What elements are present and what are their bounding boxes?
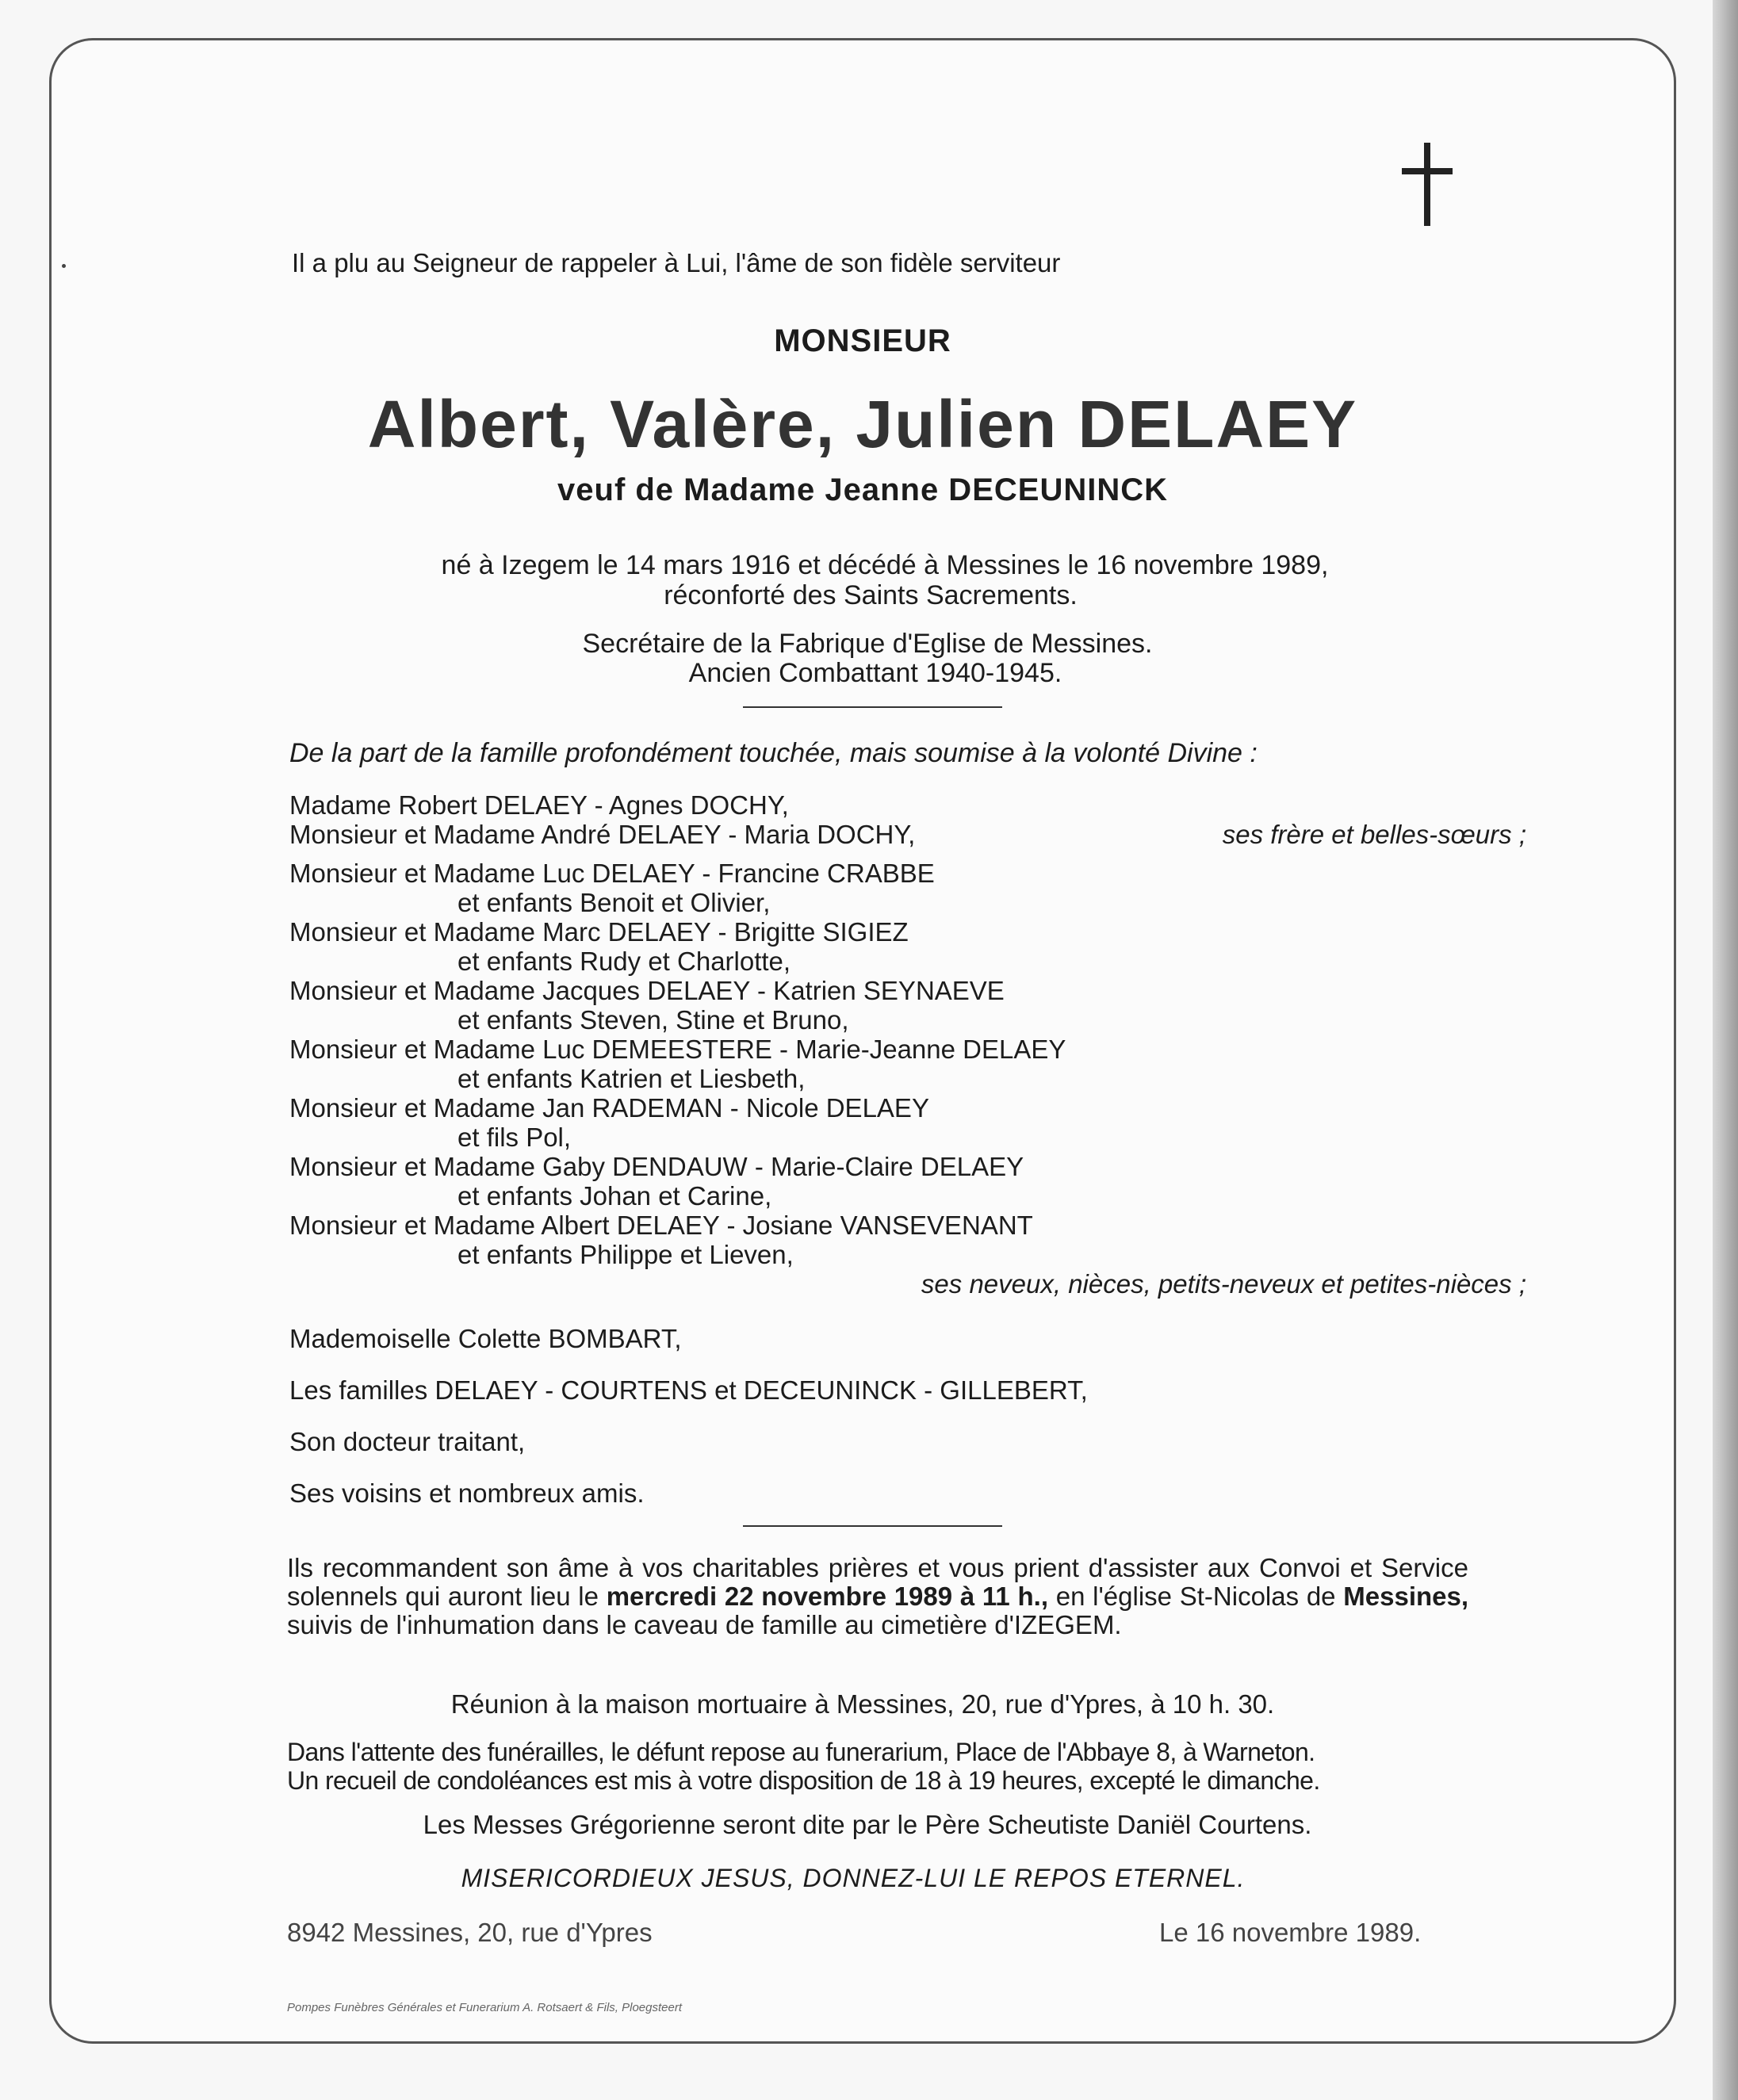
list-item: et enfants Steven, Stine et Bruno, xyxy=(457,1005,849,1035)
service-paragraph xyxy=(287,1554,1468,1639)
role-line: Secrétaire de la Fabrique d'Eglise de Messines. xyxy=(582,629,1153,659)
list-item: Monsieur et Madame Marc DELAEY - Brigitte SIGIEZ xyxy=(289,917,909,947)
list-item: Monsieur et Madame Albert DELAEY - Josiane VANSEVENANT xyxy=(289,1211,1033,1240)
list-item: Son docteur traitant, xyxy=(289,1427,526,1456)
siblings-relation: ses frère et belles-sœurs ; xyxy=(1222,820,1526,849)
divider xyxy=(743,1525,1002,1527)
list-item: Mademoiselle Colette BOMBART, xyxy=(289,1324,682,1353)
nephews-relation: ses neveux, nièces, petits-neveux et petites-nièces ; xyxy=(921,1269,1526,1299)
list-item: et fils Pol, xyxy=(457,1123,572,1152)
service-text: Ils recommandent son âme à vos charitables prières et vous prient d'assister aux Convoi et Service solennels qui auront lieu le xyxy=(287,1553,1468,1611)
printer-credit: Pompes Funèbres Générales et Funerarium A. Rotsaert & Fils, Ploegsteert xyxy=(287,2001,682,2014)
list-item: et enfants Philippe et Lieven, xyxy=(457,1240,794,1269)
list-item: Ses voisins et nombreux amis. xyxy=(289,1478,645,1508)
service-text: en l'église St-Nicolas de xyxy=(1048,1582,1344,1611)
scan-speck xyxy=(62,264,66,268)
list-item: Madame Robert DELAEY - Agnes DOCHY, xyxy=(289,790,789,820)
veteran-line: Ancien Combattant 1940-1945. xyxy=(688,658,1062,688)
list-item xyxy=(289,1269,1526,1299)
masses-line: Les Messes Grégorienne seront dite par le Père Scheutiste Daniël Courtens. xyxy=(423,1810,1312,1839)
list-item: Monsieur et Madame Luc DELAEY - Francine CRABBE xyxy=(289,859,935,888)
service-place: Messines, xyxy=(1343,1582,1469,1611)
funerarium-line: Dans l'attente des funérailles, le défunt repose au funerarium, Place de l'Abbaye 8, à Warneton. xyxy=(287,1738,1315,1766)
list-item: et enfants Rudy et Charlotte, xyxy=(457,947,791,976)
other-mourners xyxy=(289,1323,1088,1529)
family-list xyxy=(289,790,1526,1299)
list-item: et enfants Johan et Carine, xyxy=(457,1181,772,1211)
list-item: Monsieur et Madame Gaby DENDAUW - Marie-Claire DELAEY xyxy=(289,1152,1024,1181)
reunion-line: Réunion à la maison mortuaire à Messines, 20, rue d'Ypres, à 10 h. 30. xyxy=(450,1689,1275,1719)
list-item: et enfants Katrien et Liesbeth, xyxy=(457,1064,806,1093)
list-item: Monsieur et Madame Jacques DELAEY - Katrien SEYNAEVE xyxy=(289,976,1005,1005)
scan-edge-shadow xyxy=(1713,0,1738,2100)
funerarium-info xyxy=(287,1738,1320,1795)
list-item-text: Monsieur et Madame André DELAEY - Maria DOCHY, xyxy=(289,820,916,849)
footer-address: 8942 Messines, 20, rue d'Ypres xyxy=(287,1918,653,1947)
prayer-line: MISERICORDIEUX JESUS, DONNEZ-LUI LE REPOS ETERNEL. xyxy=(461,1864,1246,1892)
list-item: Monsieur et Madame Luc DEMEESTERE - Marie-Jeanne DELAEY xyxy=(289,1035,1066,1064)
deceased-name: Albert, Valère, Julien DELAEY xyxy=(367,387,1358,461)
sacraments-line: réconforté des Saints Sacrements. xyxy=(664,580,1078,610)
list-item: Les familles DELAEY - COURTENS et DECEUNINCK - GILLEBERT, xyxy=(289,1375,1088,1405)
service-text: suivis de l'inhumation dans le caveau de famille au cimetière d'IZEGEM. xyxy=(287,1610,1122,1639)
list-item: Monsieur et Madame Jan RADEMAN - Nicole DELAEY xyxy=(289,1093,929,1123)
intro-text: Il a plu au Seigneur de rappeler à Lui, l'âme de son fidèle serviteur xyxy=(292,248,1061,277)
family-intro: De la part de la famille profondément touchée, mais soumise à la volonté Divine : xyxy=(289,738,1258,768)
footer-date: Le 16 novembre 1989. xyxy=(1159,1918,1422,1947)
birth-death-line: né à Izegem le 14 mars 1916 et décédé à Messines le 16 novembre 1989, xyxy=(441,550,1329,580)
list-item: et enfants Benoit et Olivier, xyxy=(457,888,771,917)
title-text: MONSIEUR xyxy=(774,323,951,358)
widow-line: veuf de Madame Jeanne DECEUNINCK xyxy=(557,472,1168,507)
service-date: mercredi 22 novembre 1989 à 11 h., xyxy=(606,1582,1049,1611)
condolences-line: Un recueil de condoléances est mis à votre disposition de 18 à 19 heures, excepté le dimanche. xyxy=(287,1766,1320,1795)
divider xyxy=(743,706,1002,708)
list-item xyxy=(289,820,1526,849)
cross-icon xyxy=(1402,143,1453,226)
